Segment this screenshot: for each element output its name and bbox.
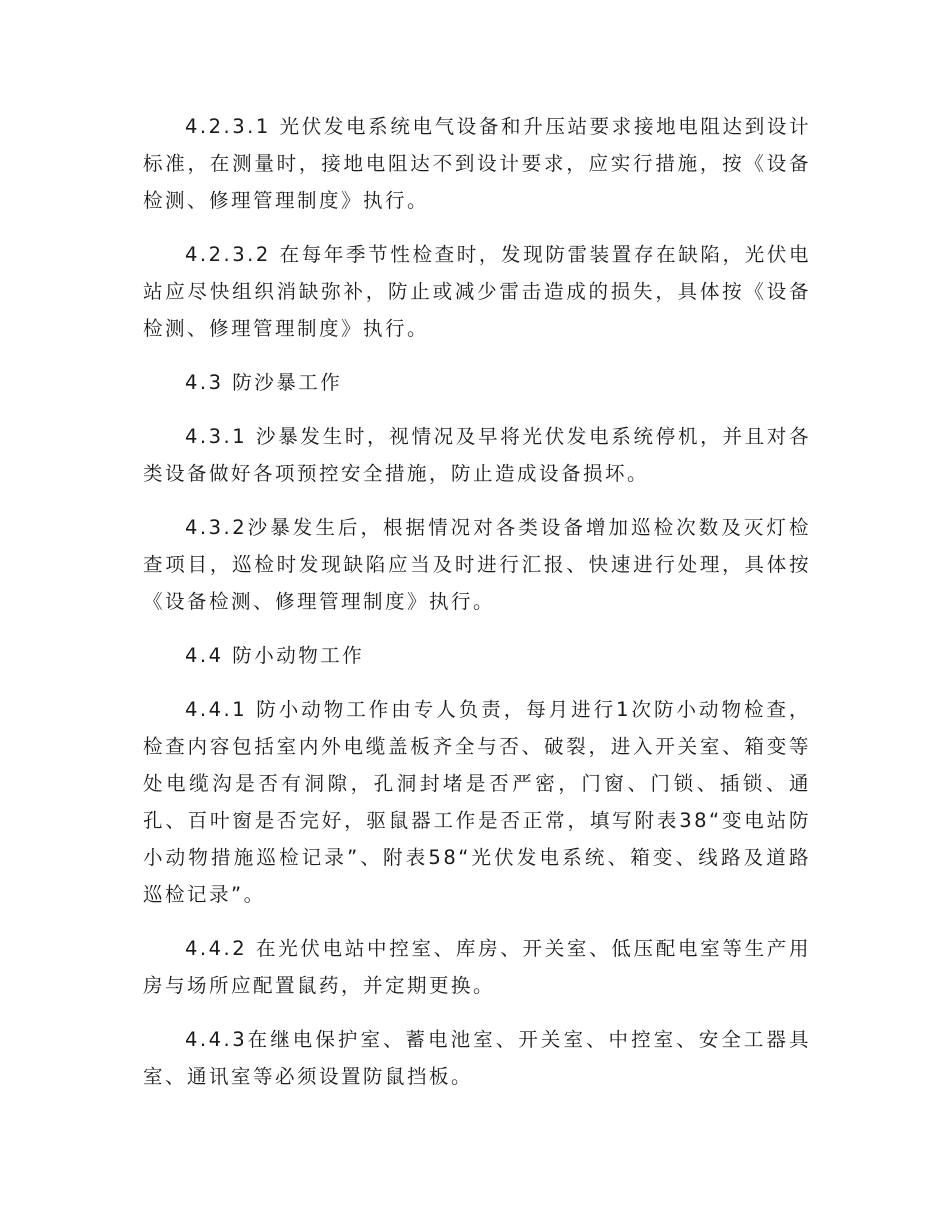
paragraph-4-3-2: 4.3.2沙暴发生后，根据情况对各类设备增加巡检次数及灭灯检查项目，巡检时发现缺陷应当及时进行汇报、快速进行处理，具体按《设备检测、修理管理制度》执行。	[143, 516, 811, 613]
paragraph-4-3-1: 4.3.1 沙暴发生时，视情况及早将光伏发电系统停机，并且对各类设备做好各项预控安全措施，防止造成设备损坏。	[143, 425, 811, 485]
paragraph-4-2-3-1: 4.2.3.1 光伏发电系统电气设备和升压站要求接地电阻达到设计标准，在测量时，接地电阻达不到设计要求，应实行措施，按《设备检测、修理管理制度》执行。	[143, 115, 811, 212]
heading-4-4: 4.4 防小动物工作	[185, 644, 365, 667]
heading-4-3: 4.3 防沙暴工作	[185, 371, 343, 394]
paragraph-4-2-3-2: 4.2.3.2 在每年季节性检查时，发现防雷装置存在缺陷，光伏电站应尽快组织消缺弥补，防止或减少雷击造成的损失，具体按《设备检测、修理管理制度》执行。	[143, 243, 811, 340]
paragraph-4-4-2: 4.4.2 在光伏电站中控室、库房、开关室、低压配电室等生产用房与场所应配置鼠药，并定期更换。	[143, 937, 811, 997]
paragraph-4-4-1: 4.4.1 防小动物工作由专人负责，每月进行1次防小动物检查，检查内容包括室内外电缆盖板齐全与否、破裂，进入开关室、箱变等处电缆沟是否有洞隙，孔洞封堵是否严密，门窗、门锁、插锁、通孔、百叶窗是否完好，驱鼠器工作是否正常，填写附表38“变电站防小动物措施巡检记录”、附表58“光伏发电系统、箱变、线路及道路巡检记录”。	[143, 698, 811, 906]
document-body	[143, 108, 811, 1112]
paragraph-4-4-3: 4.4.3在继电保护室、蓄电池室、开关室、中控室、安全工器具室、通讯室等必须设置防鼠挡板。	[143, 1028, 811, 1088]
